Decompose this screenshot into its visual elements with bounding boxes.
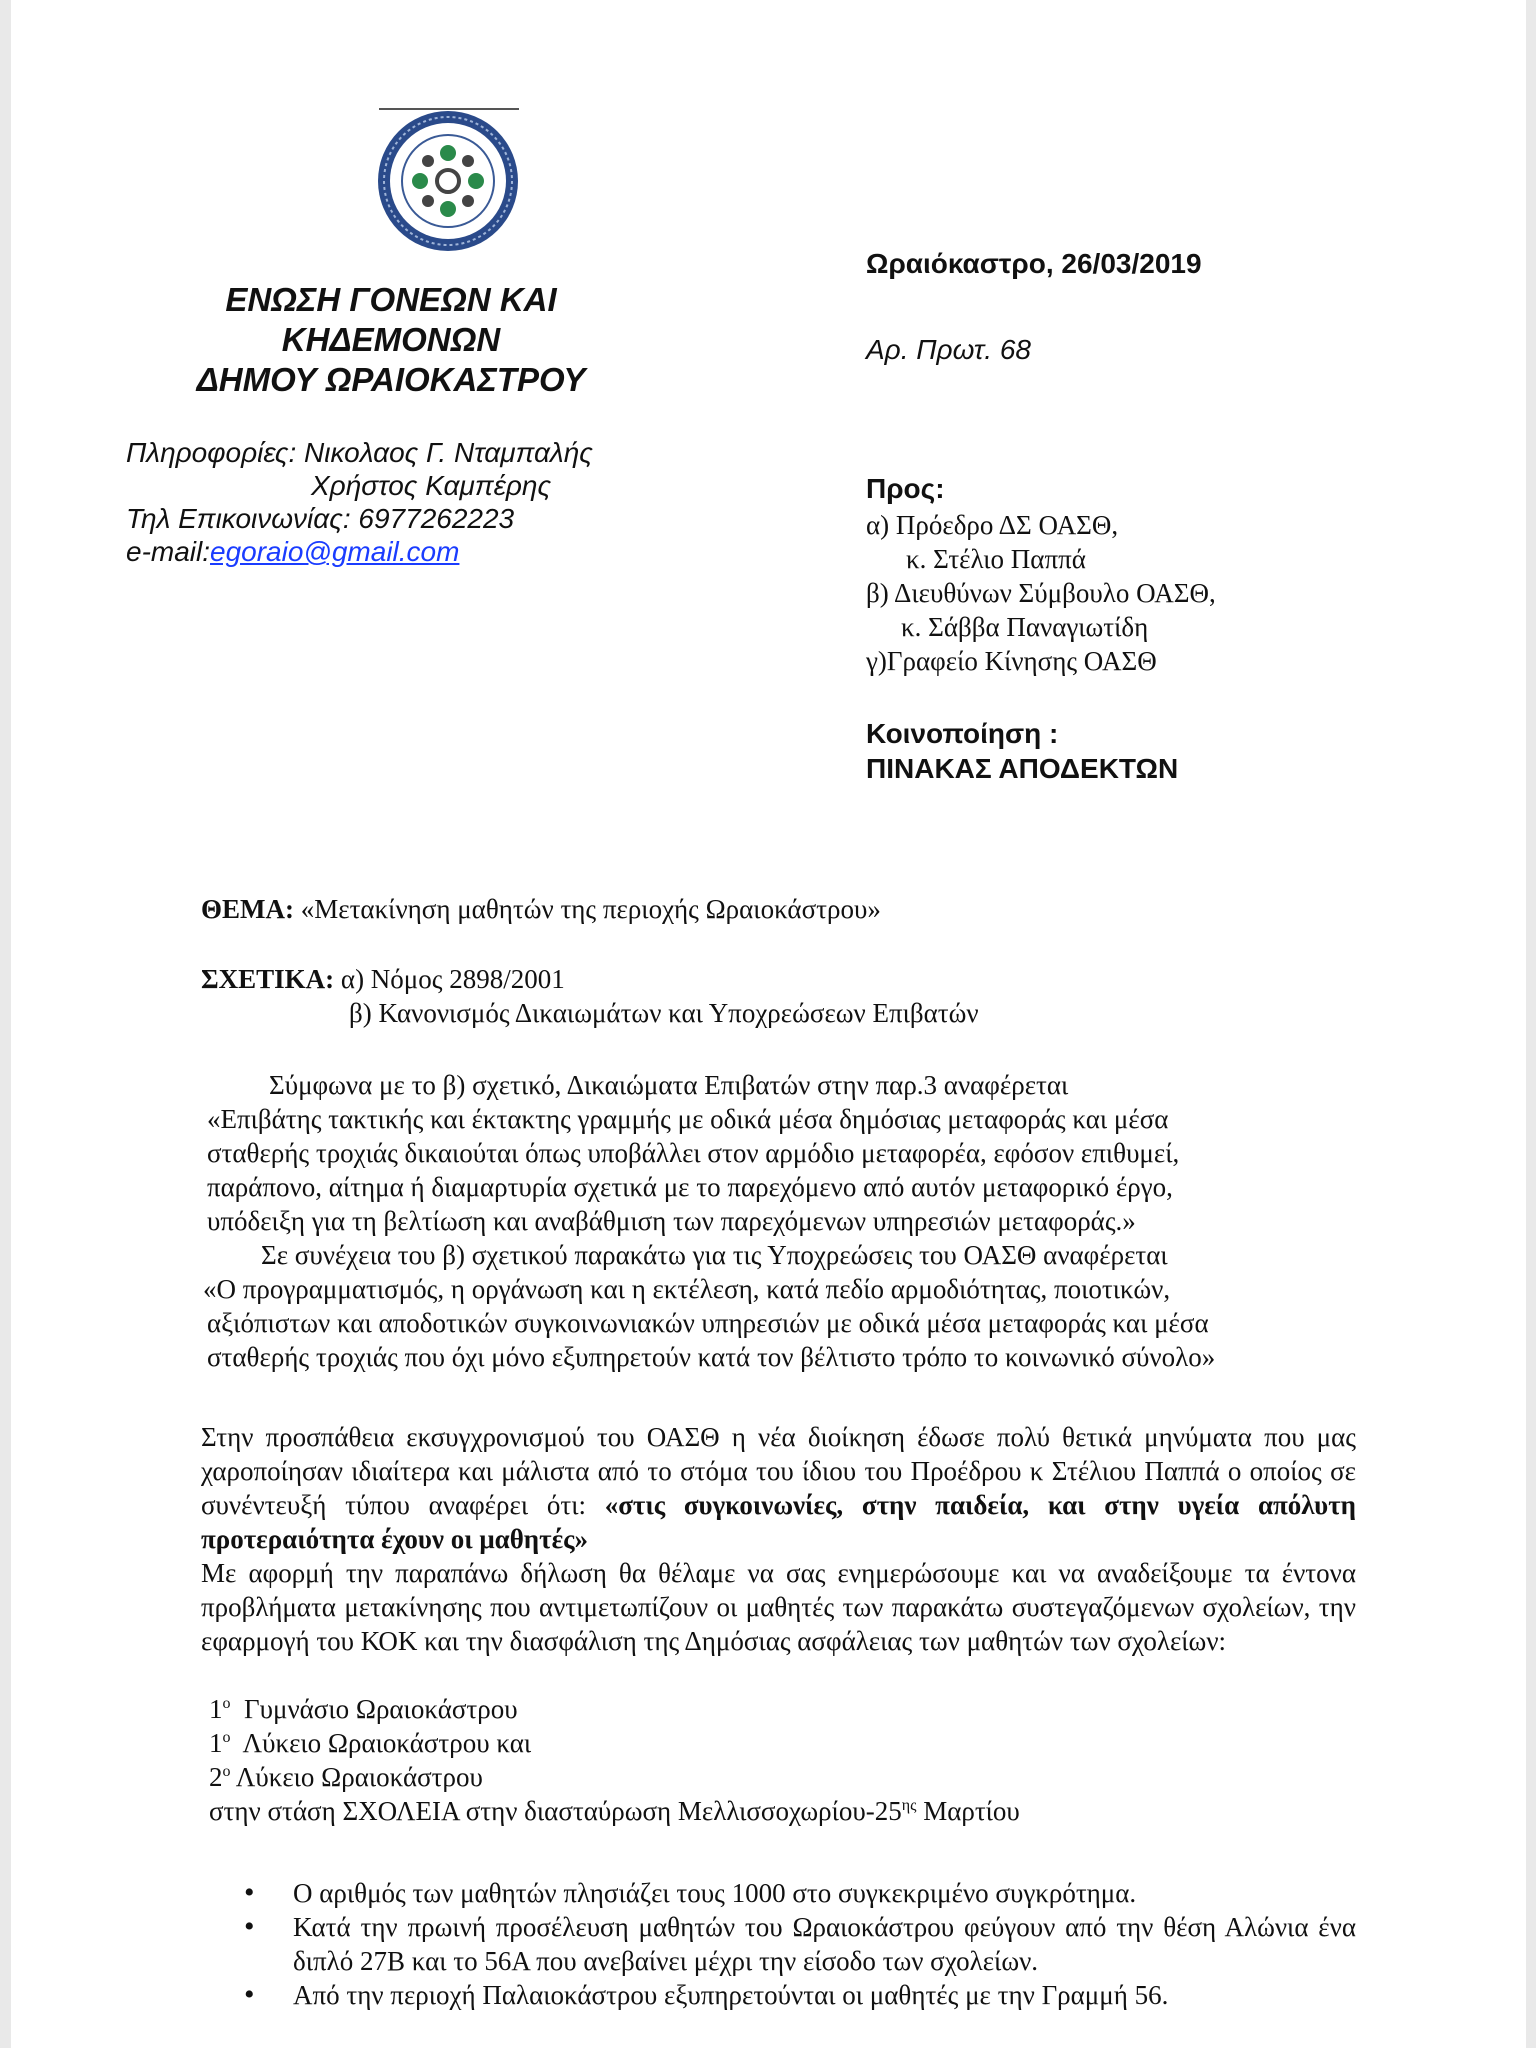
protocol-number: Αρ. Πρωτ. 68: [866, 334, 1031, 365]
text-line: Σε συνέχεια του β) σχετικού παρακάτω για τις Υποχρεώσεις του ΟΑΣΘ αναφέρεται: [261, 1240, 1168, 1270]
cc-block: [866, 716, 1506, 786]
paragraph-citations: [201, 1068, 1356, 1374]
email-link[interactable]: egoraio@gmail.com: [210, 536, 460, 567]
statement-quote: «στις συγκοινωνίες, στην παιδεία, και στην υγεία απόλυτη προτεραιότητα έχουν οι μαθητές»: [201, 1490, 1356, 1554]
phone-line: Τηλ Επικοινωνίας: 6977262223: [126, 503, 515, 534]
to-label: Προς:: [866, 473, 945, 504]
text-line: σταθερής τροχιάς δικαιούται όπως υποβάλλει στον αρμόδιο μεταφορέα, εφόσον επιθυμεί,: [207, 1138, 1180, 1168]
contact-info: [126, 436, 686, 568]
text-line: σταθερής τροχιάς που όχι μόνο εξυπηρετούν κατά τον βέλτιστο τρόπο το κοινωνικό σύνολο»: [207, 1342, 1216, 1372]
related-item-b: β) Κανονισμός Δικαιωμάτων και Υποχρεώσεων Επιβατών: [349, 998, 979, 1028]
bullet-list: [201, 1876, 1356, 2012]
paragraph-statement: [201, 1420, 1356, 1556]
text-line: αξιόπιστων και αποδοτικών συγκοινωνιακών υπηρεσιών με οδικά μέσα μεταφοράς και μέσα: [207, 1308, 1209, 1338]
recipient-line: γ)Γραφείο Κίνησης ΟΑΣΘ: [866, 646, 1157, 676]
list-item: • Κατά την πρωινή προσέλευση μαθητών του Ωραιοκάστρου φεύγουν από την θέση Αλώνια ένα διπλό 27Β και το 56Α που ανεβαίνει μέχρι την είσοδο των σχολείων.: [201, 1910, 1356, 1978]
related-block: [201, 962, 1356, 1030]
school-item: $1^o$ Λύκειο Ωραιοκάστρου και: [209, 1728, 532, 1758]
subject-line: [201, 892, 1356, 926]
cc-value: ΠΙΝΑΚΑΣ ΑΠΟΔΕΚΤΩΝ: [866, 753, 1179, 784]
subject-text: «Μετακίνηση μαθητών της περιοχής Ωραιοκάστρου»: [300, 894, 881, 924]
email-line: [126, 535, 686, 568]
subject-label: ΘΕΜΑ:: [201, 894, 294, 924]
list-item: • Από την περιοχή Παλαιοκάστρου εξυπηρετούνται οι μαθητές με την Γραμμή 56.: [201, 1978, 1356, 2012]
school-item: $1^o$ Γυμνάσιο Ωραιοκάστρου: [209, 1694, 518, 1724]
cc-label: Κοινοποίηση :: [866, 718, 1059, 749]
related-label: ΣΧΕΤΙΚΑ:: [201, 964, 335, 994]
list-item: • Ο αριθμός των μαθητών πλησιάζει τους 1000 στο συγκεκριμένο συγκρότημα.: [201, 1876, 1356, 1910]
email-label: e-mail:: [126, 536, 211, 567]
organization-name: [131, 280, 651, 400]
document-page: [11, 0, 1526, 2048]
stop-line: στην στάση ΣΧΟΛΕΙΑ στην διασταύρωση Μελλισσοχωρίου-$25^{\eta\varsigma}$ Μαρτίου: [209, 1796, 1020, 1826]
text-line: «Ο προγραμματισμός, η οργάνωση και η εκτέλεση, κατά πεδίο αρμοδιότητας, ποιοτικών,: [203, 1274, 1171, 1304]
text-line: υπόδειξη για τη βελτίωση και αναβάθμιση των παρεχόμενων υπηρεσιών μεταφοράς.»: [207, 1206, 1136, 1236]
recipient-line: κ. Στέλιο Παππά: [906, 544, 1086, 574]
org-line-1: ΕΝΩΣΗ ΓΟΝΕΩΝ ΚΑΙ ΚΗΔΕΜΟΝΩΝ: [225, 281, 557, 358]
schools-list: [201, 1692, 1356, 1828]
related-item-a: α) Νόμος 2898/2001: [340, 964, 565, 994]
statement-text: Στην προσπάθεια εκσυγχρονισμού του ΟΑΣΘ η νέα διοίκηση έδωσε πολύ θετικά μηνύματα που μας χαροποίησαν ιδιαίτερα και μάλιστα από το στόμα του ίδιου του Προέδρου κ Στέλιου Παππά ο οποίος σε συνέντευξή τύπου αναφέρει ότι:: [201, 1422, 1356, 1520]
text-line: Σύμφωνα με το β) σχετικό, Δικαιώματα Επιβατών στην παρ.3 αναφέρεται: [269, 1070, 1069, 1100]
bullet-list-container: [201, 1876, 1356, 2012]
text-line: παράπονο, αίτημα ή διαμαρτυρία σχετικά με το παρεχόμενο από αυτόν μεταφορικό έργο,: [207, 1172, 1173, 1202]
paragraph-problems: Με αφορμή την παραπάνω δήλωση θα θέλαμε να σας ενημερώσουμε και να αναδείξουμε τα έντονα προβλήματα μετακίνησης που αντιμετωπίζουν οι μαθητές των παρακάτω συστεγαζόμενων σχολείων, την εφαρμογή του ΚΟΚ και την διασφάλιση της Δημόσιας ασφάλειας των μαθητών των σχολείων:: [201, 1558, 1356, 1656]
recipient-line: β) Διευθύνων Σύμβουλο ΟΑΣΘ,: [866, 578, 1216, 608]
info-line: Πληροφορίες: Νικολαος Γ. Νταμπαλής: [126, 437, 593, 468]
place-date: Ωραιόκαστρο, 26/03/2019: [866, 248, 1202, 279]
info-person-2: Χρήστος Καμπέρης: [311, 470, 552, 501]
org-line-2: ΔΗΜΟΥ ΩΡΑΙΟΚΑΣΤΡΟΥ: [196, 361, 586, 398]
recipient-line: κ. Σάββα Παναγιωτίδη: [901, 612, 1149, 642]
recipient-line: α) Πρόεδρο ΔΣ ΟΑΣΘ,: [866, 510, 1119, 540]
school-item: $2^o$ Λύκειο Ωραιοκάστρου: [209, 1762, 483, 1792]
recipients-list: [866, 508, 1506, 678]
association-logo-icon: [376, 109, 521, 254]
text-line: «Επιβάτης τακτικής και έκτακτης γραμμής με οδικά μέσα δημόσιας μεταφοράς και μέσα: [207, 1104, 1169, 1134]
